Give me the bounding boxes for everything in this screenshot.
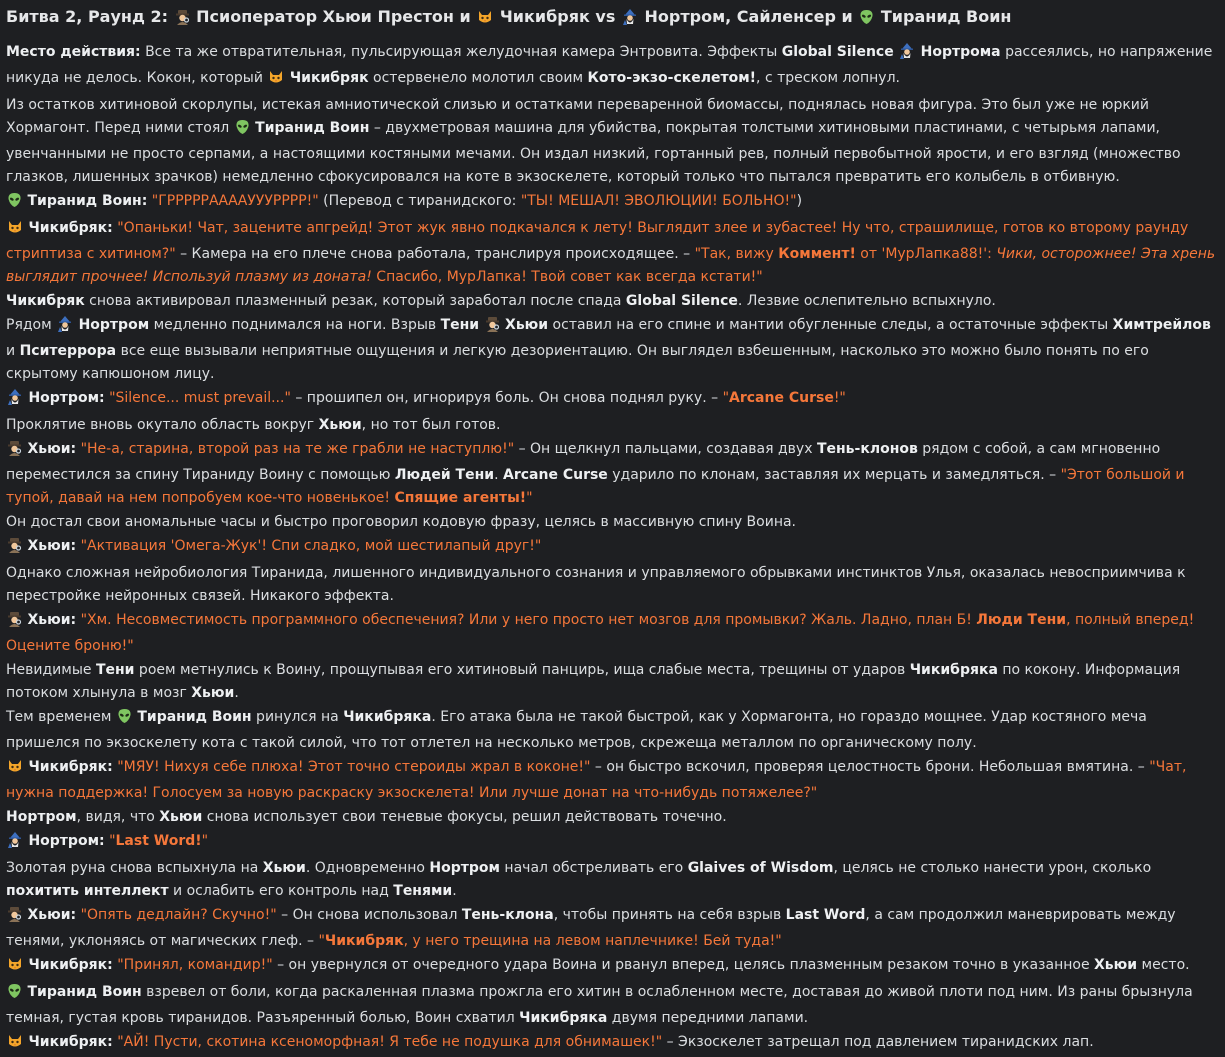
dialogue-quote-bold: Last Word! [115,833,202,849]
log-paragraph [6,94,1219,189]
text: Рядом [6,317,57,333]
dialogue-quote: " [526,490,533,506]
text: оставил на его спине и мантии обугленные следы, а остаточные эффекты [548,317,1113,333]
text: – Он снова использовал [276,907,462,923]
alien-icon [117,708,132,732]
text: начал обстреливать его [499,860,688,876]
text: двумя передними лапами. [607,1010,809,1026]
dialogue-quote: от 'МурЛапка88!': [855,246,997,262]
alien-icon [7,192,22,216]
dialogue-quote: "Опаньки! Чат, зацените апгрейд! Этот жук явно подкачался к лету! Выглядит злее и зубастее! Ну что, страшилище, готов ко второму раунду стриптиза с хитином?" [6,220,1189,262]
text: – двухметровая машина для убийства, покрытая толстыми хитиновыми пластинами, с четырьмя лапами, увенчанными не просто серпами, а настоящими костяными мечами. Он издал низкий, гортанный рев, полный первобытной ярости, и его взгляд (множество глазков, лишенных зрачков) немедленно сфокусировался на коте в экзоскелете, который только что пытался превратить его колыбель в отбивную. [6,120,1181,185]
text: Все та же отвратительная, пульсирующая желудочная камера Энтровита. Эффекты [140,44,782,60]
bold-text: Чикибряк: [28,220,113,236]
text: Тиранид Воин [875,7,1012,26]
text: место. [1137,957,1190,973]
text: Проклятие вновь окутало область вокруг [6,417,319,433]
log-paragraph [6,511,1219,534]
bold-text: Место действия: [6,44,141,60]
bold-text: Тиранид Воин [137,709,252,725]
bold-text: Тени [95,662,135,678]
bold-text: Хьюи [1094,957,1138,973]
log-paragraph [6,659,1219,705]
dialogue-quote: "Хм. Несовместимость программного обеспечения? Или у него просто нет мозгов для промывки? Жаль. Ладно, план Б! [80,612,977,628]
text: ) [796,193,803,209]
text: все еще вызывали неприятные ощущения и легкую дезориентацию. Он выглядел взбешенным, насколько это можно было понять по его скрытому капюшоном лицу. [6,343,1149,382]
log-paragraph [6,609,1219,658]
dialogue-quote: , у него трещина на левом наплечнике! Бей туда!" [403,933,782,949]
bold-text: Чикибряка [343,709,432,725]
log-paragraph [6,904,1219,953]
log-paragraph [6,706,1219,755]
text: снова использует свои теневые фокусы, решил действовать точечно. [202,809,727,825]
bold-text: Хьюи [318,417,362,433]
bold-text: Хьюи: [27,907,77,923]
bold-text: Химтрейлов [1112,317,1211,333]
detective-icon [7,611,22,635]
text: Чикибряк vs [494,7,621,26]
cat-face-icon [477,8,493,32]
bold-text: Тень-клонов [816,441,918,457]
bold-text: Людей Тени [394,467,495,483]
dialogue-quote: "АЙ! Пусти, скотина ксеноморфная! Я тебе не подушка для обнимашек!" [117,1034,663,1050]
bold-text: Хьюи: [27,538,77,554]
dialogue-quote-bold: Коммент! [778,246,856,262]
text: рядом с собой, а сам мгновенно переместился за спину Тираниду Воину с помощью [6,441,1161,483]
dialogue-quote-bold: Arcane Curse [729,390,834,406]
text: Однако сложная нейробиология Тиранида, лишенного индивидуального сознания и управляемого обрывками инстинктов Улья, оказалась невосприимчива к перестройке нейронных связей. Никакого эффекта. [6,565,1186,604]
text: , целясь не столько нанести урон, сколько [833,860,1152,876]
bold-text: Нортром [78,317,150,333]
bold-text: Нортром: [28,390,105,406]
dialogue-quote: " [201,833,209,849]
bold-text: Global Silence [781,44,894,60]
bold-text: Тиранид Воин [255,120,370,136]
dialogue-quote: " [318,933,325,949]
detective-icon [7,906,22,930]
bold-text: Нортрома [920,44,1001,60]
text: , а сам продолжил маневрировать между тенями, уклоняясь от магических глеф. – [6,907,1176,949]
bold-text: Нортром: [28,833,105,849]
dialogue-quote: "Так, вижу [694,246,779,262]
bold-text: Тиранид Воин [27,984,142,1000]
cat-face-icon [7,956,23,980]
detective-icon [485,316,500,340]
dialogue-quote: " [722,390,730,406]
bold-text: Кото-экзо-скелетом! [587,70,757,86]
log-paragraph [6,438,1219,510]
bold-text: Чикибряк: [28,957,113,973]
cat-face-icon [7,1033,23,1057]
dialogue-quote-bold: Чикибряк [324,933,404,949]
text: . Одновременно [305,860,430,876]
dialogue-quote: "ГРРРРРААААУУУРРРР!" [151,193,319,209]
log-paragraph [6,535,1219,561]
text: , видя, что [76,809,160,825]
bold-text: Arcane Curse [503,467,608,483]
detective-icon [7,537,22,561]
bold-text: Чикибряка [909,662,998,678]
cat-face-icon [7,758,23,782]
mage-icon [622,8,638,32]
bold-text: Хьюи [505,317,549,333]
text [894,44,898,60]
log-paragraph [6,806,1219,829]
dialogue-quote: "Активация 'Омега-Жук'! Спи сладко, мой шестилапый друг!" [80,538,542,554]
text: , с треском лопнул. [756,70,900,86]
bold-text: Чикибряк [289,70,369,86]
alien-icon [859,8,874,32]
dialogue-quote-bold: Люди Тени [976,612,1067,628]
log-paragraph [6,756,1219,805]
text: . [452,883,457,899]
text: медленно поднимался на ноги. Взрыв [149,317,441,333]
log-paragraph [6,830,1219,856]
dialogue-quote-italic: Чики, осторожнее! Эта хрень выглядит прочнее! Используй плазму из доната! [6,246,1216,285]
text: – Экзоскелет затрещал под давлением тиранидских лап. [662,1034,1094,1050]
text: Золотая руна снова вспыхнула на [6,860,263,876]
text: . Лезвие ослепительно вспыхнуло. [737,293,996,309]
bold-text: Тень-клона [461,907,554,923]
text: – он увернулся от очередного удара Воина и рванул вперед, целясь плазменным резаком точно в указанное [272,957,1095,973]
bold-text: Чикибряк [6,293,85,309]
log-paragraph [6,217,1219,289]
text: рассеялись, но напряжение никуда не делось. Кокон, который [6,44,1213,86]
log-paragraph [6,190,1219,216]
bold-text: Хьюи [191,685,235,701]
text [479,317,483,333]
dialogue-quote: "Принял, командир!" [117,957,273,973]
log-paragraph [6,562,1219,608]
text: . [234,685,239,701]
bold-text: Хьюи [262,860,306,876]
bold-text: Чикибряк: [28,759,113,775]
text: остервенело молотил своим [368,70,588,86]
log-paragraph [6,41,1219,93]
dialogue-quote: "МЯУ! Нихуя себе плюха! Этот точно стероиды жрал в коконе!" [117,759,591,775]
alien-icon [235,119,250,143]
text: и [6,343,20,359]
text: Псиоператор Хьюи Престон и [190,7,477,26]
bold-text: Чикибряк: [28,1034,113,1050]
text: ударило по клонам, заставляя их мерцать и замедляться. – [607,467,1061,483]
text: . Его атака была не такой быстрой, как у Хормагонта, но гораздо мощнее. Удар костяного меча пришелся по экзоскелету кота с такой силой, что тот отлетел на несколько метров, скрежеща металлом по органическому полу. [6,709,1147,751]
dialogue-quote: "Не-а, старина, второй раз на те же грабли не наступлю!" [80,441,515,457]
log-paragraph [6,954,1219,980]
dialogue-quote: "Silence... must prevail..." [109,390,291,406]
log-paragraph [6,414,1219,437]
text: – он быстро вскочил, проверяя целостность брони. Небольшая вмятина. – [590,759,1150,775]
bold-text: Хьюи [159,809,203,825]
bold-text: Global Silence [625,293,738,309]
log-paragraph [6,290,1219,313]
text: Битва 2, Раунд 2: [6,7,174,26]
text: взревел от боли, когда раскаленная плазма прожгла его хитин в ослабленном месте, доставая до живой плоти под ним. Из раны брызнула темная, густая кровь тиранидов. Разъяренный болью, Воин схватил [6,984,1193,1026]
mage-icon [7,389,23,413]
bold-text: Тиранид Воин: [27,193,148,209]
cat-face-icon [268,69,284,93]
text: , чтобы принять на себя взрыв [553,907,786,923]
mage-icon [7,832,23,856]
dialogue-quote: "Этот большой и тупой, давай на нем попробуем кое-что новенькое! [6,467,1185,506]
text: по кокону. Информация потоком хлынула в мозг [6,662,1181,701]
text: . [494,467,503,483]
log-paragraph [6,857,1219,903]
bold-text: Glaives of Wisdom [687,860,834,876]
text: снова активировал плазменный резак, который заработал после спада [84,293,626,309]
detective-icon [7,440,22,464]
text: Тем временем [6,709,116,725]
text: ринулся на [251,709,344,725]
bold-text: Нортром [6,809,77,825]
text: Из остатков хитиновой скорлупы, истекая амниотической слизью и остатками переваренной биомассы, поднялась новая фигура. Это был уже не юркий Хормагонт. Перед ними стоял [6,97,1150,136]
dialogue-quote-bold: Спящие агенты! [394,490,527,506]
text: – Он щелкнул пальцами, создавая двух [514,441,817,457]
text: , но тот был готов. [361,417,501,433]
detective-icon [175,8,190,32]
text: (Перевод с тиранидского: [318,193,521,209]
dialogue-quote: " [109,833,116,849]
log-paragraph [6,314,1219,386]
text: Он достал свои аномальные часы и быстро проговорил кодовую фразу, целясь в массивную спину Воина. [6,514,797,530]
bold-text: Хьюи: [27,441,77,457]
cat-face-icon [7,219,23,243]
text: Невидимые [6,662,96,678]
mage-icon [57,316,73,340]
text: Нортром, Сайленсер и [638,7,859,26]
log-paragraph [6,1031,1219,1057]
text: роем метнулись к Воину, прощупывая его хитиновый панцирь, ища слабые места, трещины от ударов [134,662,910,678]
bold-text: Тенями [393,883,453,899]
dialogue-quote: "Опять дедлайн? Скучно!" [80,907,277,923]
text: – прошипел он, игнорируя боль. Он снова поднял руку. – [290,390,723,406]
bold-text: Чикибряка [519,1010,608,1026]
text: – Камера на его плече снова работала, транслируя происходящее. – [175,246,695,262]
dialogue-quote: "Чат, нужна поддержка! Голосуем за новую раскраску экзоскелета! Или лучше донат на что-нибудь потяжелее?" [6,759,1187,801]
dialogue-quote: Спасибо, МурЛапка! Твой совет как всегда кстати!" [371,269,763,285]
bold-text: Нортром [429,860,500,876]
bold-text: Пситеррора [19,343,117,359]
alien-icon [7,983,22,1007]
dialogue-quote: "ТЫ! МЕШАЛ! ЭВОЛЮЦИИ! БОЛЬНО!" [520,193,797,209]
mage-icon [899,43,915,67]
bold-text: похитить интеллект [6,883,169,899]
dialogue-quote: !" [833,390,846,406]
log-paragraph [6,981,1219,1030]
battle-title [6,5,1219,32]
text: и ослабить его контроль над [168,883,394,899]
dialogue-quote: , полный вперед! Оцените броню!" [6,612,1195,654]
bold-text: Last Word [785,907,866,923]
log-paragraph [6,387,1219,413]
bold-text: Тени [440,317,480,333]
bold-text: Хьюи: [27,612,77,628]
